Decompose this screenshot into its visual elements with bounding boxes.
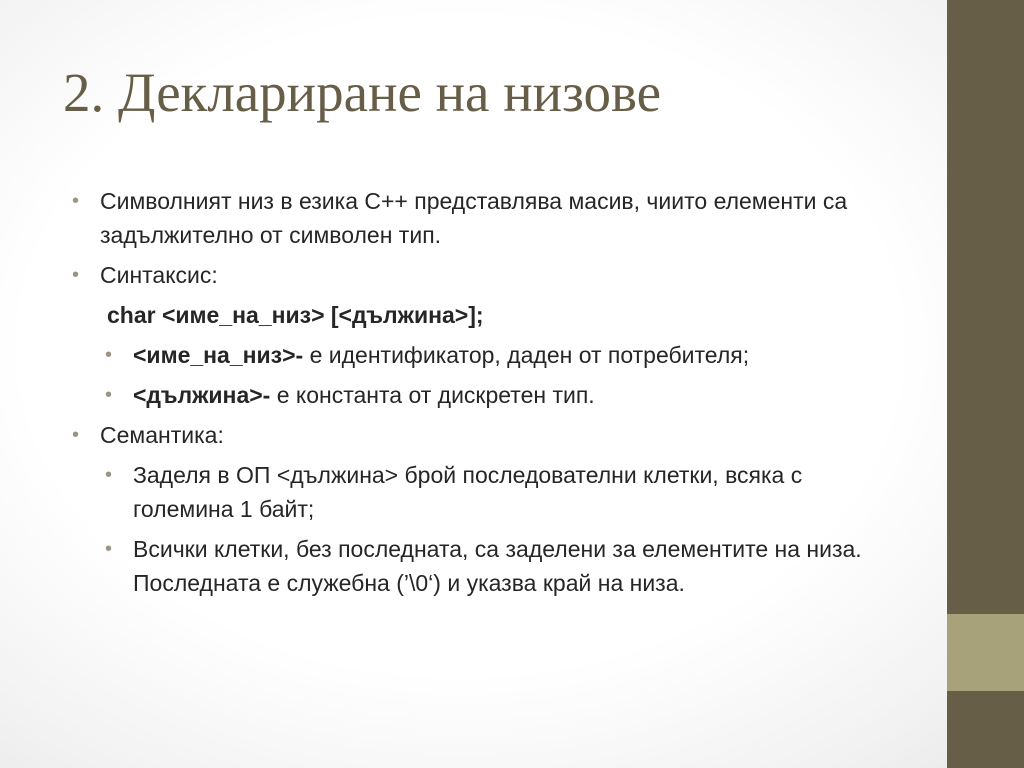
bullet-name-param [72,338,892,372]
syntax-heading: Синтаксис: [100,262,218,288]
bullet-dot-icon: • [105,464,113,486]
length-param-desc: е константа от дискретен тип. [270,382,595,408]
decorative-sidebar-accent [947,614,1024,691]
syntax-code: char <име_на_низ> [<дължина>]; [107,302,484,328]
name-param-desc: е идентификатор, даден от потребителя; [303,342,750,368]
bullet-definition [72,184,892,252]
bullet-semantics-terminator [72,532,892,600]
bullet-semantics-allocation [72,458,892,526]
bullet-length-param [72,378,892,412]
bullet-syntax [72,258,892,292]
bullet-dot-icon: • [72,424,80,446]
definition-text: Символният низ в езика С++ представлява масив, чиито елементи са задължително от символен тип. [100,188,848,248]
slide-title: 2. Деклариране на низове [63,62,662,123]
bullet-dot-icon: • [105,344,113,366]
bullet-dot-icon: • [105,538,113,560]
semantics-heading: Семантика: [100,422,224,448]
slide-content [72,184,892,606]
bullet-semantics [72,418,892,452]
bullet-dot-icon: • [105,384,113,406]
syntax-code-line [72,298,892,332]
bullet-dot-icon: • [72,264,80,286]
bullet-dot-icon: • [72,190,80,212]
semantics-terminator-text: Всички клетки, без последната, са заделени за елементите на низа. Последната е служебна (’\0‘) и указва край на низа. [133,536,862,596]
semantics-allocation-text: Заделя в ОП <дължина> брой последователни клетки, всяка с големина 1 байт; [133,462,803,522]
length-param-term: <дължина>- [133,382,271,408]
name-param-term: <име_на_низ>- [133,342,304,368]
